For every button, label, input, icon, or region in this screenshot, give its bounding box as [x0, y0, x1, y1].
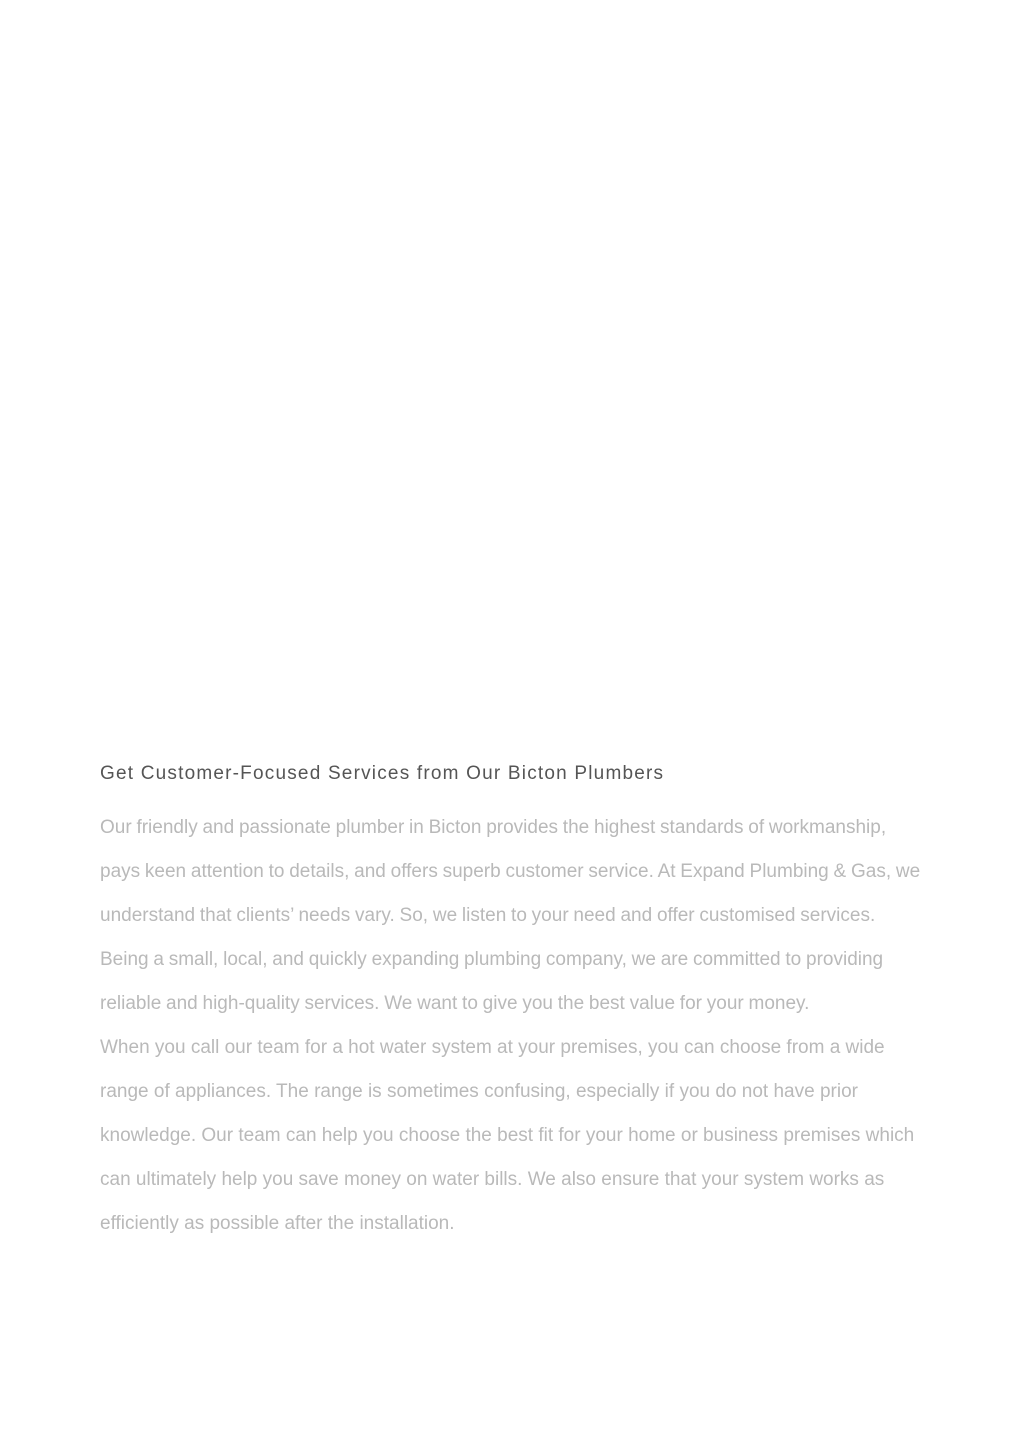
paragraph-line: pays keen attention to details, and offers superb customer service. At Expand Plumbing & Gas, we	[100, 861, 921, 882]
paragraph-line: understand that clients’ needs vary. So, we listen to your need and offer customised services.	[100, 905, 876, 926]
paragraph-line: knowledge. Our team can help you choose the best fit for your home or business premises which	[100, 1125, 915, 1146]
intro-paragraph	[100, 806, 980, 1026]
article-section	[100, 762, 980, 1246]
paragraph-line: When you call our team for a hot water system at your premises, you can choose from a wide	[100, 1037, 885, 1058]
hot-water-paragraph	[100, 1026, 980, 1246]
paragraph-line: can ultimately help you save money on water bills. We also ensure that your system works as	[100, 1169, 885, 1190]
paragraph-line: reliable and high-quality services. We want to give you the best value for your money.	[100, 993, 810, 1014]
paragraph-line: Being a small, local, and quickly expanding plumbing company, we are committed to providing	[100, 949, 884, 970]
paragraph-line: efficiently as possible after the installation.	[100, 1213, 455, 1234]
section-heading: Get Customer-Focused Services from Our Bicton Plumbers	[100, 763, 665, 784]
paragraph-line: range of appliances. The range is sometimes confusing, especially if you do not have prior	[100, 1081, 858, 1102]
paragraph-line: Our friendly and passionate plumber in Bicton provides the highest standards of workmanship,	[100, 817, 887, 838]
